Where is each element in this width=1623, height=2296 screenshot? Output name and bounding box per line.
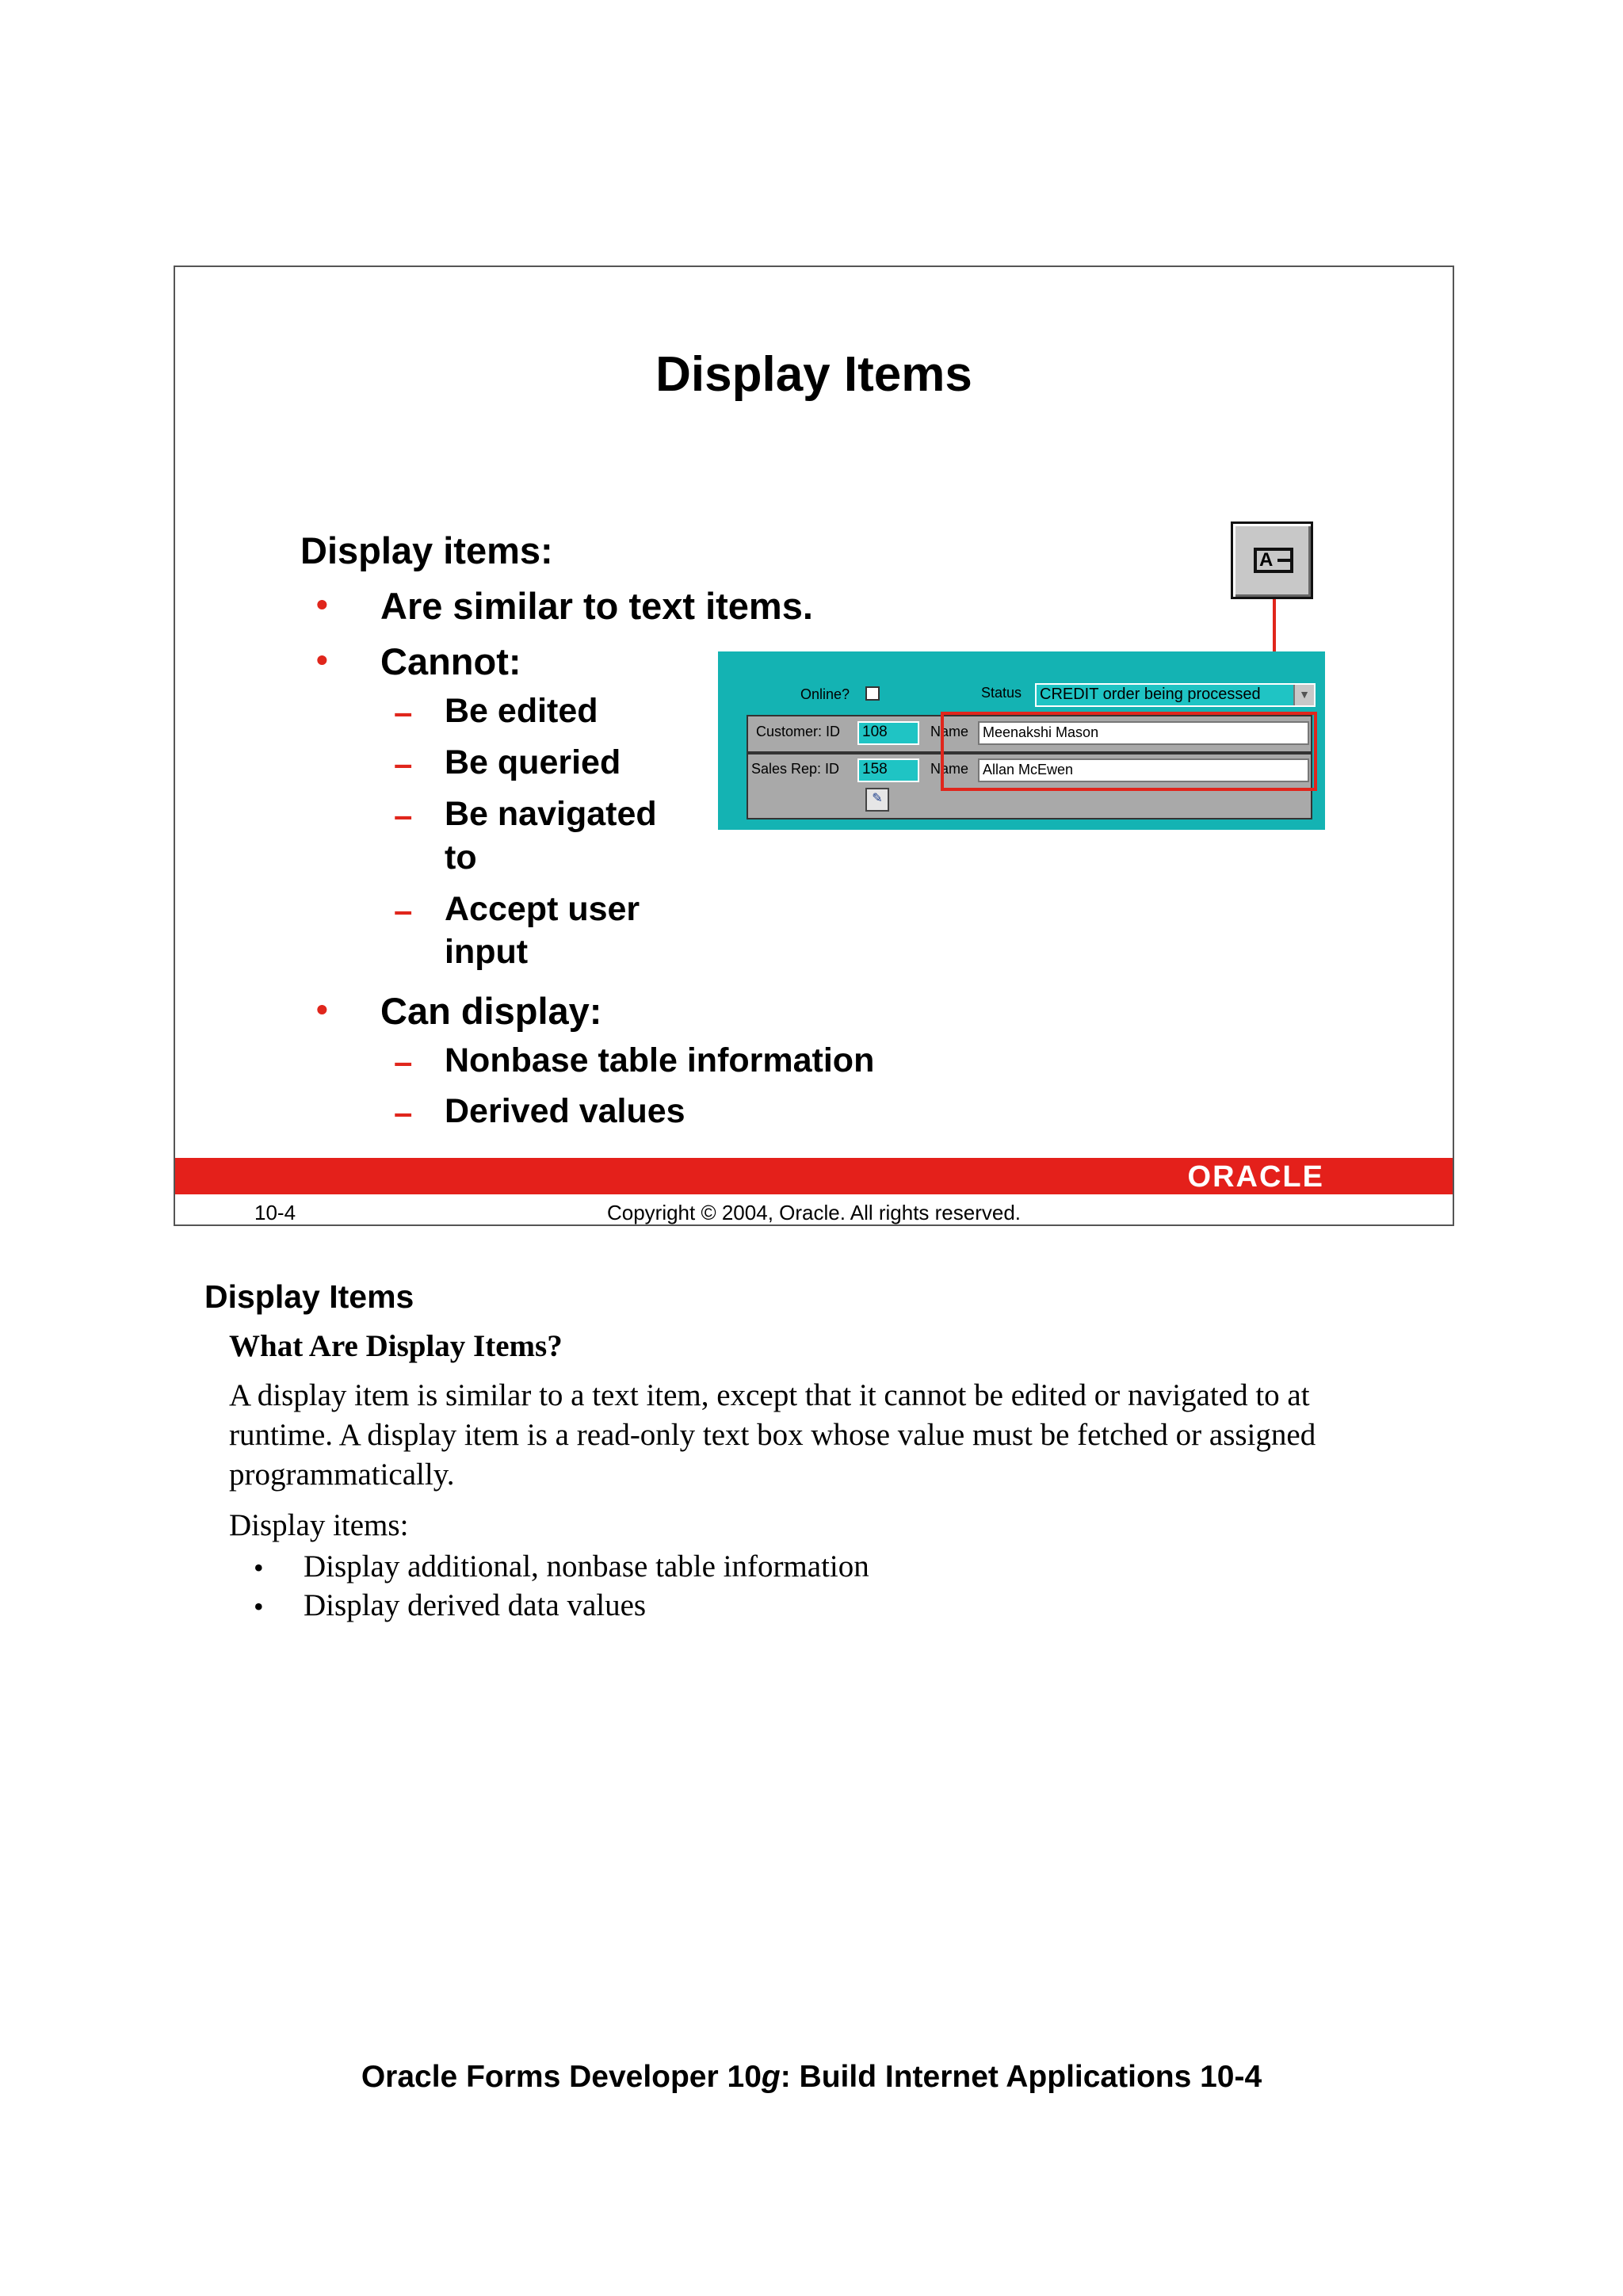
footer-g: g: [761, 2060, 781, 2094]
salesrep-label: Sales Rep: ID: [751, 761, 840, 777]
display-items-highlight: [941, 712, 1317, 791]
lov-button-icon[interactable]: ✎: [865, 788, 889, 812]
oracle-logo: ORACLE: [1187, 1160, 1324, 1194]
notes-line: A display item is similar to a text item, except that it cannot be edited or navigated to at: [229, 1378, 1310, 1412]
footer-suffix: : Build Internet Applications 10-4: [780, 2060, 1262, 2094]
salesrep-id-field[interactable]: 158: [857, 758, 919, 782]
dash: –: [394, 892, 413, 929]
page-footer: [0, 2060, 1623, 2095]
footer-prefix: Oracle Forms Developer 10: [361, 2060, 762, 2094]
cannot-item: Be queried: [445, 743, 621, 781]
slide-heading: Display items:: [300, 529, 553, 571]
dash: –: [394, 693, 413, 731]
notes-list-item: Display derived data values: [304, 1588, 647, 1622]
bullet-can-display: Can display:: [380, 990, 602, 1032]
dash: –: [394, 1094, 413, 1131]
notes-subheading: What Are Display Items?: [229, 1329, 563, 1363]
cannot-item: Accept user: [445, 890, 640, 928]
salesrep-name-display: Allan McEwen: [978, 758, 1309, 782]
dash: –: [394, 745, 413, 782]
slide-number: 10-4: [254, 1201, 296, 1224]
dash: –: [394, 797, 413, 834]
bullet-dot: •: [316, 586, 328, 623]
status-label: Status: [981, 685, 1022, 701]
bullet-similar: Are similar to text items.: [380, 585, 813, 627]
online-label: Online?: [800, 686, 850, 702]
notes-intro: Display items:: [229, 1508, 409, 1542]
notes-paragraph: [229, 1376, 1481, 1495]
bullet-dot: •: [316, 991, 328, 1028]
salesrep-name-label: Name: [930, 761, 969, 777]
notes-line: runtime. A display item is a read-only text box whose value must be fetched or assigned: [229, 1418, 1316, 1452]
customer-id-field[interactable]: 108: [857, 721, 919, 745]
can-display-item: Nonbase table information: [445, 1041, 875, 1079]
slide-copyright: Copyright © 2004, Oracle. All rights reserved.: [606, 1201, 1022, 1224]
cannot-item: Be edited: [445, 692, 598, 730]
status-select[interactable]: [1035, 683, 1316, 707]
notes-line: programmatically.: [229, 1457, 455, 1492]
can-display-item: Derived values: [445, 1092, 685, 1130]
cannot-item-cont: input: [445, 933, 529, 971]
bullet-dot: •: [316, 641, 328, 678]
notes-bullet: •: [254, 1591, 264, 1622]
notes-list-item: Display additional, nonbase table information: [304, 1549, 869, 1584]
online-checkbox[interactable]: [865, 686, 880, 701]
customer-name-display: Meenakshi Mason: [978, 721, 1309, 745]
status-value: CREDIT order being processed: [1040, 686, 1261, 703]
cannot-item-cont: to: [445, 839, 477, 877]
notes-bullet: •: [254, 1552, 264, 1584]
bullet-cannot: Cannot:: [380, 640, 521, 682]
dash: –: [394, 1043, 413, 1080]
customer-label: Customer: ID: [756, 724, 841, 739]
slide-title: Display Items: [655, 347, 972, 402]
notes-heading: Display Items: [204, 1278, 414, 1315]
chevron-down-icon[interactable]: ▼: [1293, 685, 1314, 705]
customer-name-label: Name: [930, 724, 969, 739]
cannot-item: Be navigated: [445, 795, 657, 833]
display-item-icon: A: [1231, 521, 1313, 599]
